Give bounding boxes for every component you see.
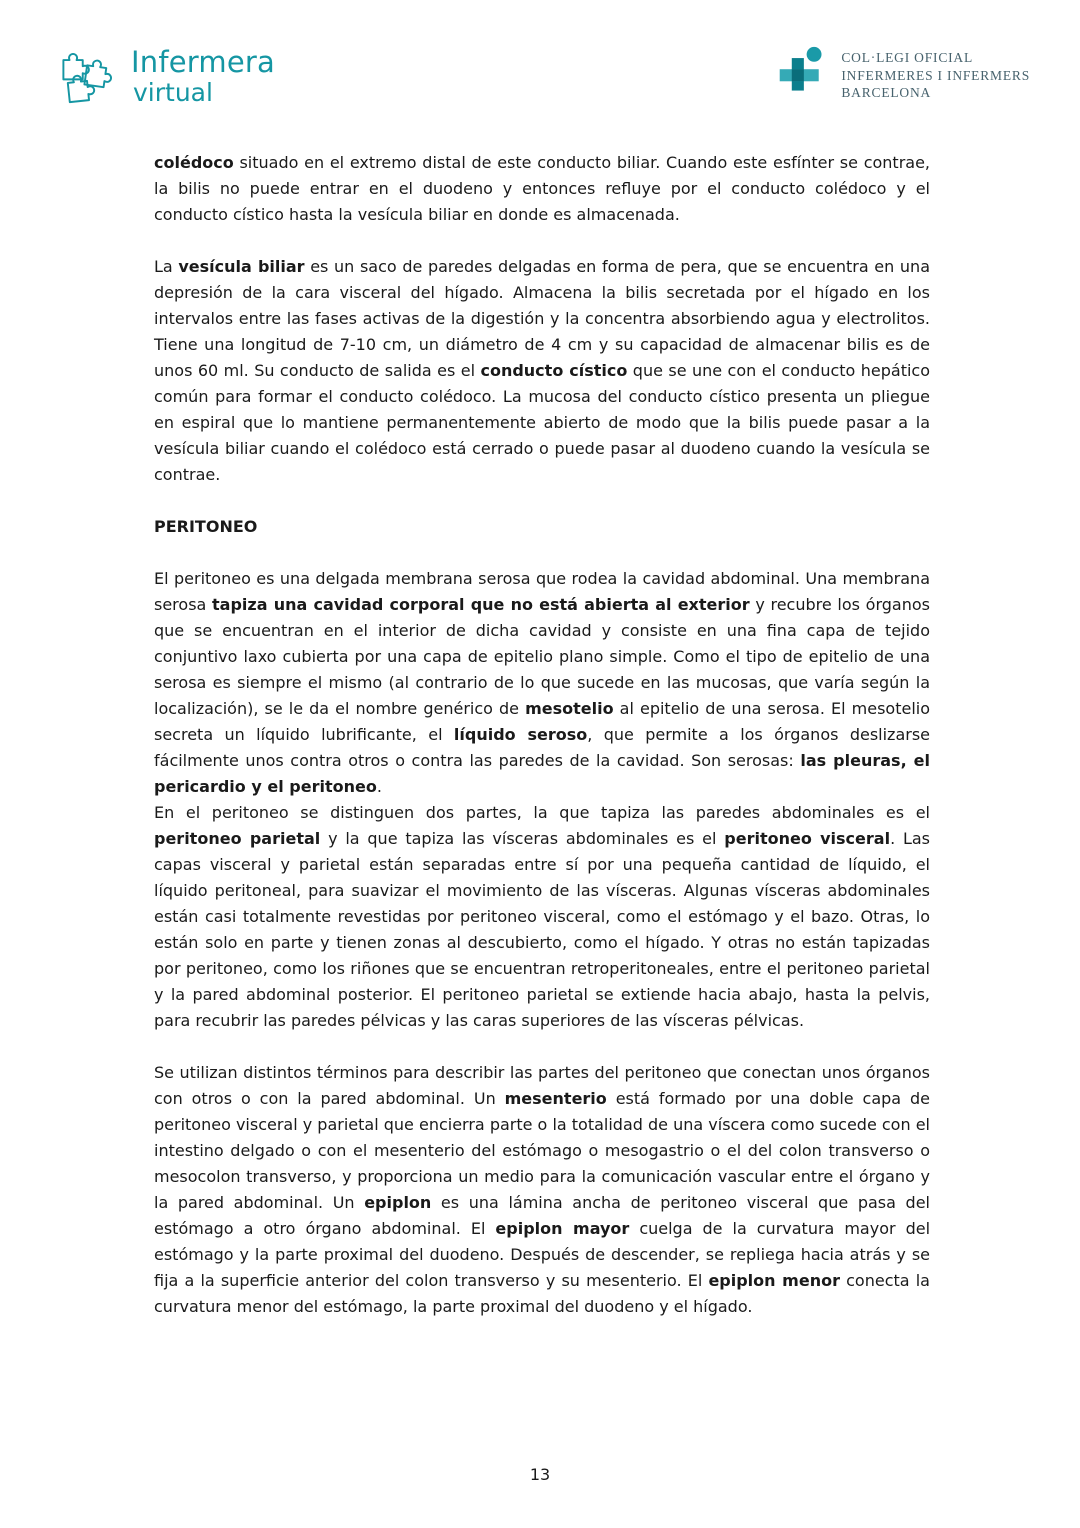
college-logo	[776, 46, 1030, 102]
infermera-virtual-logo	[55, 46, 275, 105]
college-line3: BARCELONA	[841, 85, 932, 100]
college-line2: INFERMERES I INFERMERS	[841, 67, 1030, 83]
paragraph: La vesícula biliar es un saco de paredes delgadas en forma de pera, que se encuentra en una depresión de la cara visceral del hígado. Almacena la bilis secretada por el hígado en los intervalos entre las fases activas de la digestión y la concentra absorbiendo agua y electrolitos. Tiene una longitud de 7-10 cm, un diámetro de 4 cm y su capacidad de almacenar bilis es de unos 60 ml. Su conducto de salida es el conducto cístico que se une con el conducto hepático común para formar el conducto colédoco. La mucosa del conducto cístico presenta un pliegue en espiral que lo mantiene permanentemente abierto de modo que la bilis puede pasar a la vesícula biliar cuando el colédoco está cerrado o puede pasar al duodeno cuando la vesícula se contrae.	[154, 257, 931, 484]
brand-text	[131, 46, 275, 105]
cross-icon	[776, 46, 828, 98]
brand-name: Infermera	[131, 45, 275, 79]
college-text	[841, 46, 1030, 102]
brand-subname: virtual	[133, 78, 213, 107]
page-footer	[0, 1465, 1080, 1484]
puzzle-icon	[55, 46, 121, 104]
paragraph: colédoco situado en el extremo distal de este conducto biliar. Cuando este esfínter se contrae, la bilis no puede entrar en el duodeno y entonces refluye por el conducto colédoco y el conducto cístico hasta la vesícula biliar en donde es almacenada.	[154, 153, 930, 224]
paragraph: En el peritoneo se distinguen dos partes, la que tapiza las paredes abdominales es el peritoneo parietal y la que tapiza las vísceras abdominales es el peritoneo visceral. Las capas visceral y parietal están separadas entre sí por una pequeña cantidad de líquido, el líquido peritoneal, para suavizar el movimiento de las vísceras. Algunas vísceras abdominales están casi totalmente revestidas por peritoneo visceral, como el estómago y el bazo. Otras, lo están solo en parte y tienen zonas al descubierto, como el hígado. Y otras no están tapizadas por peritoneo, como los riñones que se encuentran retroperitoneales, entre el peritoneo parietal y la pared abdominal posterior. El peritoneo parietal se extiende hacia abajo, hasta la pelvis, para recubrir las paredes pélvicas y las caras superiores de las vísceras pélvicas.	[154, 803, 931, 1030]
document-body	[154, 150, 930, 1346]
peritoneo-heading: PERITONEO	[154, 517, 258, 536]
paragraph: Se utilizan distintos términos para describir las partes del peritoneo que conectan unos órganos con otros o con la pared abdominal. Un mesenterio está formado por una doble capa de peritoneo visceral y parietal que encierra parte o la totalidad de una víscera como sucede con el intestino delgado o con el mesenterio del estómago o mesogastrio o el del colon transverso o mesocolon transverso, y proporciona un medio para la comunicación vascular entre el órgano y la pared abdominal. Un epiplon es una lámina ancha de peritoneo visceral que pasa del estómago a otro órgano abdominal. El epiplon mayor cuelga de la curvatura mayor del estómago y la parte proximal del duodeno. Después de descender, se repliega hacia atrás y se fija a la superficie anterior del colon transverso y su mesenterio. El epiplon menor conecta la curvatura menor del estómago, la parte proximal del duodeno y el hígado.	[154, 1063, 931, 1316]
page-header	[55, 46, 1030, 105]
college-line1: COL·LEGI OFICIAL	[841, 50, 974, 65]
paragraph: El peritoneo es una delgada membrana serosa que rodea la cavidad abdominal. Una membrana serosa tapiza una cavidad corporal que no está abierta al exterior y recubre los órganos que se encuentran en el interior de dicha cavidad y consiste en una fina capa de tejido conjuntivo laxo cubierta por una capa de epitelio plano simple. Como el tipo de epitelio de una serosa es siempre el mismo (al contrario de lo que sucede en las mucosas, que varía según la localización), se le da el nombre genérico de mesotelio al epitelio de una serosa. El mesotelio secreta un líquido lubrificante, el líquido seroso, que permite a los órganos deslizarse fácilmente unos contra otros o contra las paredes de la cavidad. Son serosas: las pleuras, el pericardio y el peritoneo.	[154, 569, 931, 796]
page-number: 13	[529, 1465, 551, 1484]
